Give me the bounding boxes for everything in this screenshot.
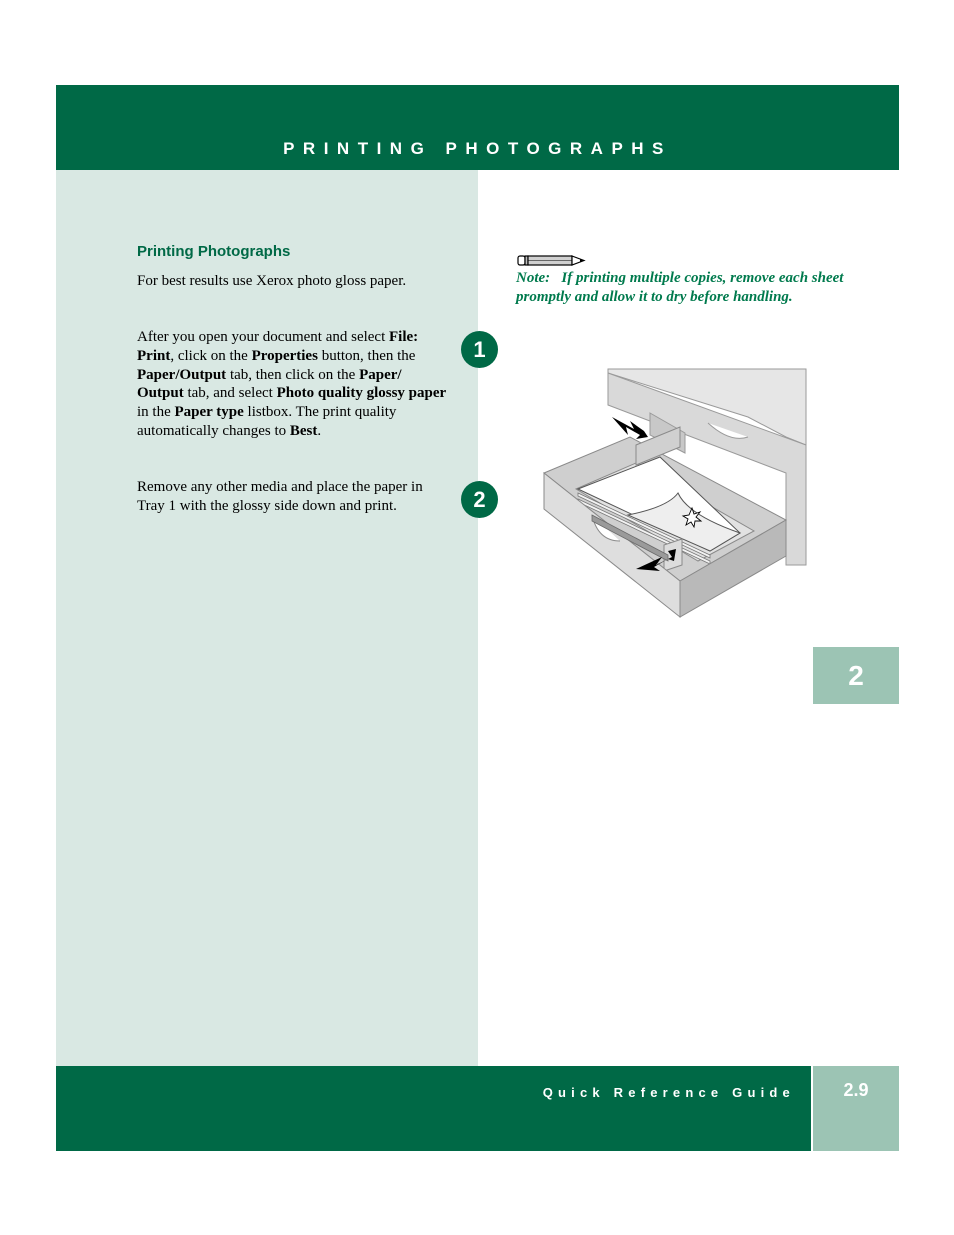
paper-tray-illustration — [540, 365, 810, 620]
step-2-badge: 2 — [461, 481, 498, 518]
intro-text: For best results use Xerox photo gloss paper. — [137, 273, 407, 289]
note-text — [516, 269, 866, 307]
step-1-badge: 1 — [461, 331, 498, 368]
note-label: Note: — [516, 270, 551, 286]
page-number: 2.9 — [843, 1080, 869, 1100]
step-2-text: Remove any other media and place the paper in Tray 1 with the glossy side down and print. — [137, 479, 423, 514]
page-number-box — [813, 1066, 899, 1151]
step-1-text: After you open your document and select File: Print, click on the Properties button, then the Paper/Output tab, then click on the Paper/ Output tab, and select Photo quality glossy paper in the Paper type listbox. The print quality automatically changes to Best. — [137, 329, 447, 439]
note-body: If printing multiple copies, remove each sheet promptly and allow it to dry before handling. — [516, 270, 844, 305]
pencil-icon — [517, 253, 587, 269]
page-title: PRINTING PHOTOGRAPHS — [283, 139, 672, 158]
header-band — [56, 85, 899, 170]
left-panel — [56, 170, 478, 1066]
footer-title: Quick Reference Guide — [542, 1085, 795, 1100]
chapter-tab: 2 — [813, 647, 899, 704]
footer-band — [56, 1066, 811, 1151]
section-heading: Printing Photographs — [137, 243, 291, 260]
